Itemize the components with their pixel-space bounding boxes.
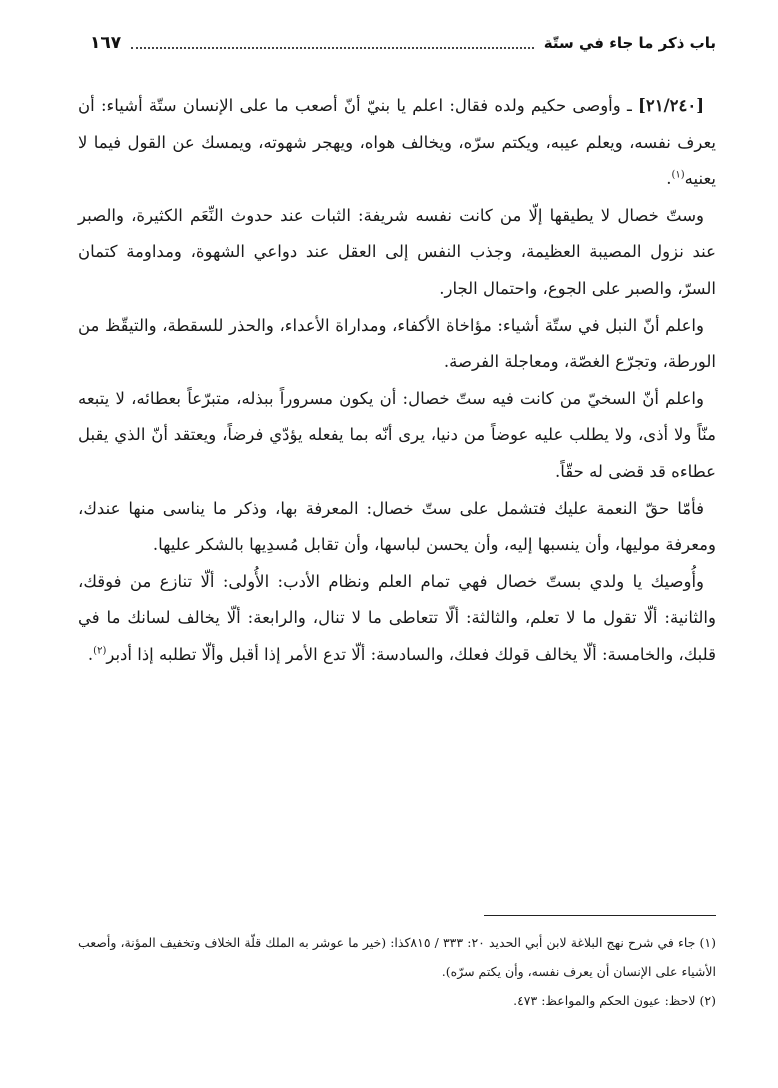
paragraph-text: فأمّا حقّ النعمة عليك فتشمل على ستّ خصال: المعرفة بها، وذكر ما يناسى منها عندك، ومعرفة موليها، وأن ينسبها إليه، وأن يحسن لباسها، وأن تقابل مُسدِيها بالشكر عليها. — [78, 498, 716, 555]
paragraph-text: وستّ خصال لا يطيقها إلّا من كانت نفسه شريفة: الثبات عند حدوث النِّعَم الكثيرة، والصبر عند نزول المصيبة العظيمة، وجذب النفس إلى العقل عند دواعي الشهوة، ومداومة كتمان السرّ، والصبر على الجوع، واحتمال الجار. — [78, 205, 716, 298]
hadith-reference: [٢١/٢٤٠] — [638, 96, 704, 115]
footnote-marker-2[interactable]: (٢) — [93, 645, 107, 657]
paragraph-text: واعلم أنّ السخيّ من كانت فيه ستّ خصال: أن يكون مسروراً ببذله، متبرّعاً بعطائه، لا يتبعه منّاً ولا أذى، ولا يطلب عليه عوضاً من دنيا، يرى أنّه بما يفعله يؤدّي فرضاً، ويعتقد أنّ الذي يقبل عطاءه قد قضى له حقّاً. — [78, 388, 716, 481]
paragraph-4 — [78, 381, 716, 491]
paragraph-3 — [78, 308, 716, 381]
paragraph-text: واعلم أنّ النبل في ستّة أشياء: مؤاخاة الأكفاء، ومداراة الأعداء، والحذر للسقطة، والتيقّظ من الورطة، وتجرّع الغصّة، ومعاجلة الفرصة. — [78, 315, 716, 372]
paragraph-2 — [78, 198, 716, 308]
footnotes — [78, 928, 716, 1015]
paragraph-tail: . — [666, 169, 672, 189]
running-title: باب ذكر ما جاء في ستّة — [543, 34, 716, 52]
paragraph-tail: . — [87, 644, 94, 664]
footnote-2: (٢) لاحظ: عيون الحكم والمواعظ: ٤٧٣. — [513, 993, 716, 1008]
footnote-1: (١) جاء في شرح نهج البلاغة لابن أبي الحديد ٢٠: ٣٣٣ / ٨١٥كذا: (خير ما عوشر به الملك قلّة الخلاف وتخفيف المؤنة، وأصعب الأشياء على الإنسان أن يعرف نفسه، وأن يكتم سرّه). — [78, 935, 716, 979]
paragraph-1 — [78, 88, 716, 198]
paragraph-5 — [78, 491, 716, 564]
paragraph-6 — [78, 564, 716, 674]
footnote-separator — [484, 915, 716, 916]
body-text — [78, 88, 716, 674]
footnote-marker-1[interactable]: (١) — [671, 169, 685, 181]
paragraph-text: وأُوصيك يا ولدي بستّ خصال فهي تمام العلم ونظام الأدب: الأُولى: ألّا تنازع من فوقك، والثانية: ألّا تقول ما لا تعلم، والثالثة: ألّا تتعاطى ما لا تنال، والرابعة: ألّا يخالف لسانك ما في قلبك، والخامسة: ألّا يخالف قولك فعلك، والسادسة: ألّا تدع الأمر إذا أقبل وألّا تطلبه إذا أدبر — [78, 571, 716, 664]
page-number: ١٦٧ — [90, 33, 122, 53]
paragraph-text: ـ وأوصى حكيم ولده فقال: اعلم يا بنيّ أنّ أصعب ما على الإنسان ستّة أشياء: أن يعرف نفسه، ويعلم عيبه، ويكتم سرّه، ويخالف هواه، ويهجر شهوته، ويمسك عن القول فيما لا يعنيه — [78, 96, 716, 189]
header-dotted-leader — [131, 47, 534, 49]
running-header — [90, 28, 716, 58]
